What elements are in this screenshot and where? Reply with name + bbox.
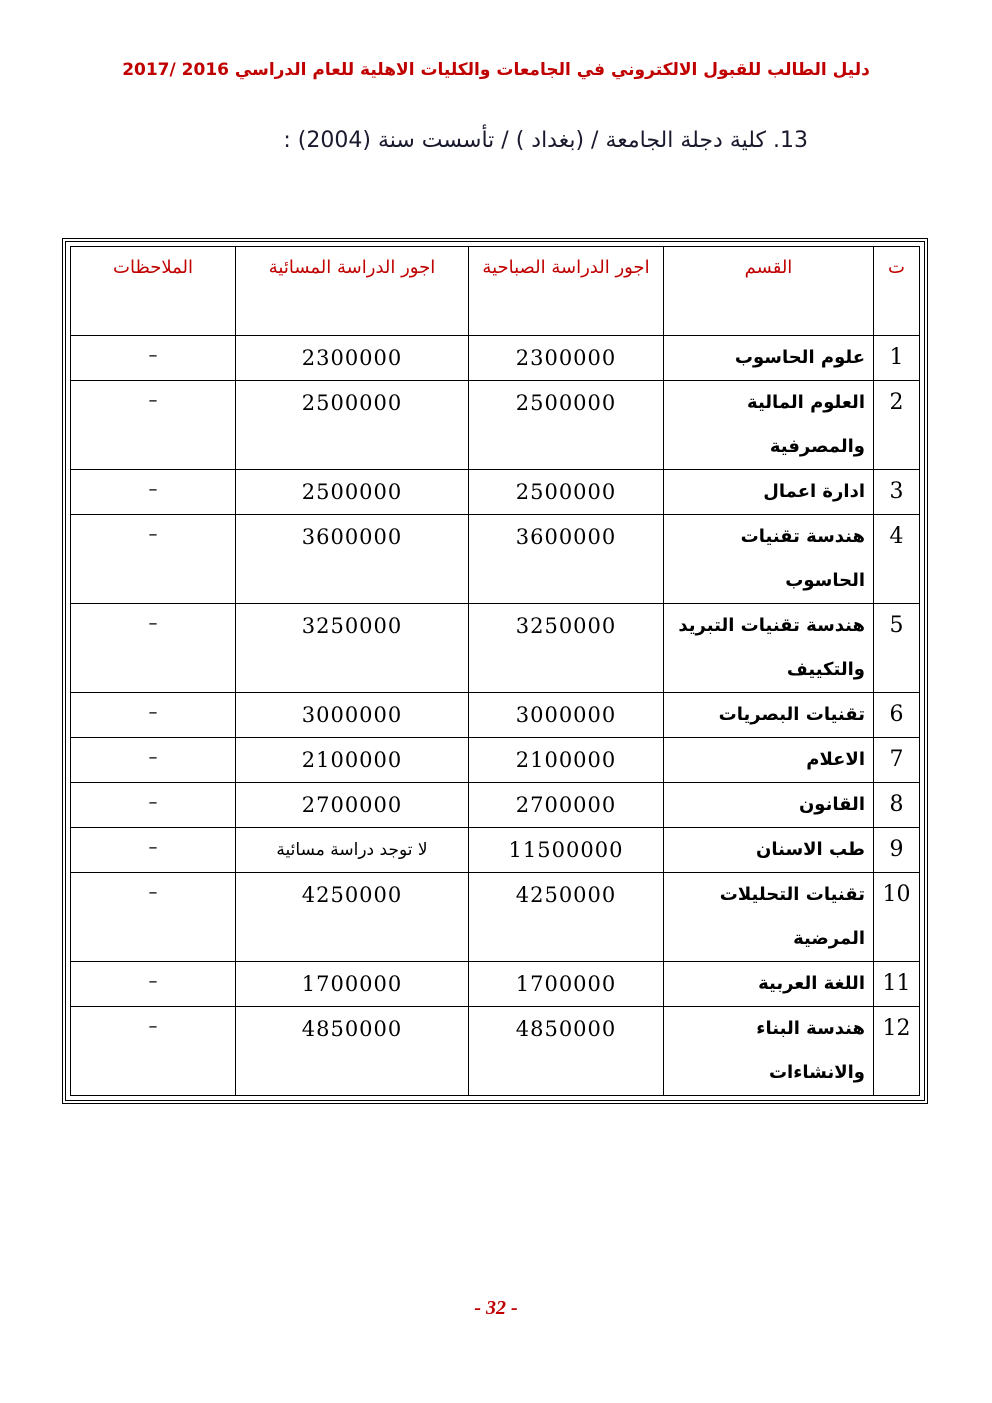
row-number-cell: 5	[874, 604, 920, 693]
table-row	[71, 381, 920, 470]
row-number-cell: 12	[874, 1007, 920, 1096]
day-fee-cell: 1700000	[469, 962, 664, 1007]
table-header-row	[71, 247, 920, 336]
department-cell: ادارة اعمال	[664, 470, 874, 515]
table-row	[71, 873, 920, 962]
note-cell: –	[71, 783, 236, 828]
note-cell: –	[71, 336, 236, 381]
note-cell: –	[71, 604, 236, 693]
row-number-cell: 9	[874, 828, 920, 873]
department-cell: علوم الحاسوب	[664, 336, 874, 381]
department-cell: العلوم المالية والمصرفية	[664, 381, 874, 470]
fees-table	[70, 246, 920, 1096]
row-number-cell: 4	[874, 515, 920, 604]
department-cell: طب الاسنان	[664, 828, 874, 873]
evening-fee-cell: 2700000	[236, 783, 469, 828]
row-number-cell: 11	[874, 962, 920, 1007]
table-row	[71, 336, 920, 381]
col-header-day-fees: اجور الدراسة الصباحية	[469, 247, 664, 336]
note-cell: –	[71, 693, 236, 738]
evening-fee-cell: 2100000	[236, 738, 469, 783]
table-row	[71, 693, 920, 738]
evening-fee-cell: 2300000	[236, 336, 469, 381]
evening-fee-cell: 4250000	[236, 873, 469, 962]
row-number-cell: 2	[874, 381, 920, 470]
day-fee-cell: 3250000	[469, 604, 664, 693]
fees-table-body	[71, 336, 920, 1096]
department-cell: هندسة البناء والانشاءات	[664, 1007, 874, 1096]
col-header-evening-fees: اجور الدراسة المسائية	[236, 247, 469, 336]
table-row	[71, 828, 920, 873]
evening-fee-cell: 3000000	[236, 693, 469, 738]
day-fee-cell: 2300000	[469, 336, 664, 381]
table-row	[71, 1007, 920, 1096]
table-row	[71, 604, 920, 693]
note-cell: –	[71, 1007, 236, 1096]
department-cell: اللغة العربية	[664, 962, 874, 1007]
section-title: 13. كلية دجلة الجامعة / (بغداد ) / تأسست سنة (2004) :	[283, 128, 808, 153]
department-cell: الاعلام	[664, 738, 874, 783]
department-cell: القانون	[664, 783, 874, 828]
row-number-cell: 8	[874, 783, 920, 828]
row-number-cell: 10	[874, 873, 920, 962]
department-cell: هندسة تقنيات الحاسوب	[664, 515, 874, 604]
note-cell: –	[71, 515, 236, 604]
table-row	[71, 515, 920, 604]
department-cell: هندسة تقنيات التبريد والتكييف	[664, 604, 874, 693]
day-fee-cell: 11500000	[469, 828, 664, 873]
table-row	[71, 738, 920, 783]
col-header-number: ت	[874, 247, 920, 336]
department-cell: تقنيات التحليلات المرضية	[664, 873, 874, 962]
evening-fee-cell: 2500000	[236, 470, 469, 515]
row-number-cell: 7	[874, 738, 920, 783]
note-cell: –	[71, 828, 236, 873]
day-fee-cell: 3000000	[469, 693, 664, 738]
department-cell: تقنيات البصريات	[664, 693, 874, 738]
row-number-cell: 1	[874, 336, 920, 381]
note-cell: –	[71, 470, 236, 515]
evening-fee-cell: 3250000	[236, 604, 469, 693]
note-cell: –	[71, 738, 236, 783]
table-row	[71, 962, 920, 1007]
note-cell: –	[71, 962, 236, 1007]
day-fee-cell: 3600000	[469, 515, 664, 604]
day-fee-cell: 2500000	[469, 470, 664, 515]
evening-fee-cell: 4850000	[236, 1007, 469, 1096]
note-cell: –	[71, 381, 236, 470]
evening-fee-cell: لا توجد دراسة مسائية	[236, 828, 469, 873]
note-cell: –	[71, 873, 236, 962]
day-fee-cell: 2100000	[469, 738, 664, 783]
evening-fee-cell: 3600000	[236, 515, 469, 604]
day-fee-cell: 2700000	[469, 783, 664, 828]
running-header: دليل الطالب للقبول الالكتروني في الجامعات والكليات الاهلية للعام الدراسي 2016 /2017	[122, 60, 870, 80]
day-fee-cell: 4850000	[469, 1007, 664, 1096]
fees-table-frame	[62, 238, 928, 1104]
day-fee-cell: 2500000	[469, 381, 664, 470]
table-row	[71, 470, 920, 515]
col-header-notes: الملاحظات	[71, 247, 236, 336]
evening-fee-cell: 1700000	[236, 962, 469, 1007]
table-row	[71, 783, 920, 828]
page-number: - 32 -	[474, 1297, 518, 1319]
day-fee-cell: 4250000	[469, 873, 664, 962]
evening-fee-cell: 2500000	[236, 381, 469, 470]
row-number-cell: 3	[874, 470, 920, 515]
row-number-cell: 6	[874, 693, 920, 738]
col-header-department: القسم	[664, 247, 874, 336]
